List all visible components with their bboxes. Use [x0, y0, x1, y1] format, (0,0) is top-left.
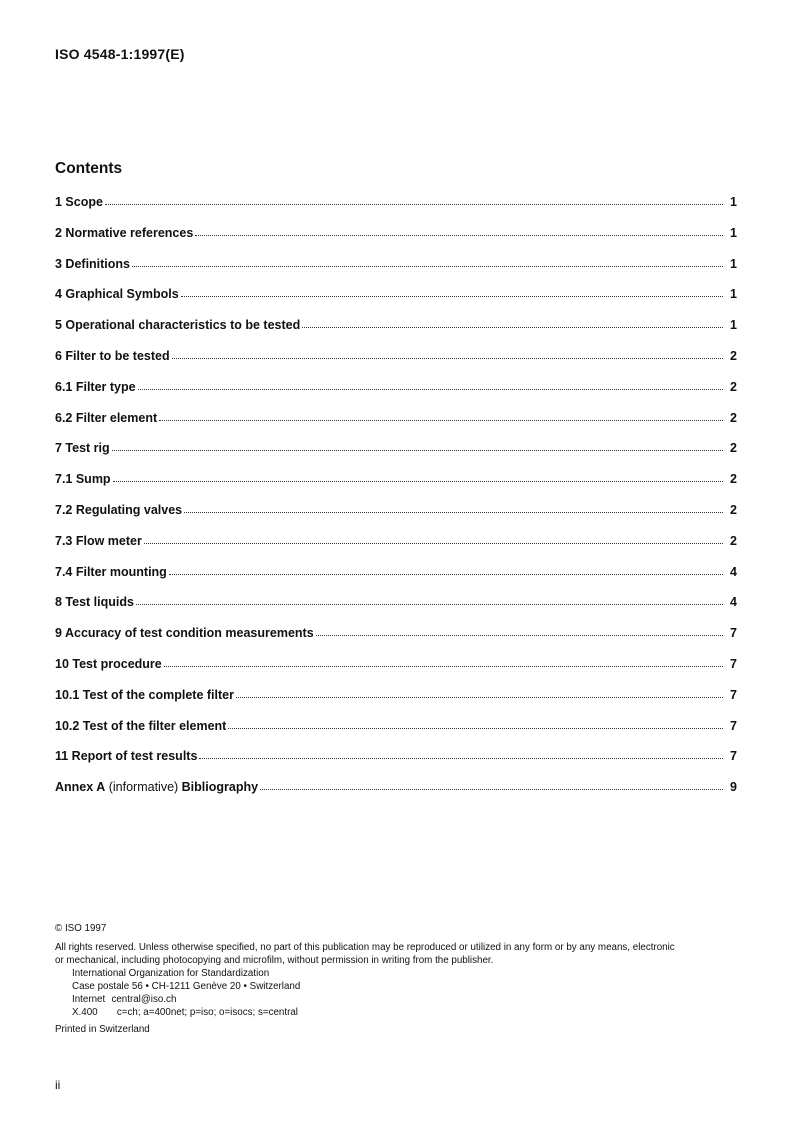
toc-entry-page: 7 — [730, 656, 737, 671]
toc-entry[interactable] — [55, 657, 737, 688]
toc-entry-title: 7.2 Regulating valves — [55, 502, 183, 517]
annex-qualifier: (informative) — [105, 780, 182, 795]
toc-entry-title: 7.1 Sump — [55, 472, 111, 487]
publisher-address — [72, 967, 745, 1019]
toc-entry-page: 1 — [730, 225, 737, 240]
x400-address: c=ch; a=400net; p=iso; o=isocs; s=central — [116, 1007, 298, 1018]
toc-entry-page: 7 — [730, 718, 737, 733]
toc-entry-page: 2 — [730, 410, 737, 425]
toc-dot-leader — [316, 634, 723, 636]
toc-entry[interactable] — [55, 472, 737, 503]
toc-entry-title: 11 Report of test results — [55, 749, 198, 764]
toc-dot-leader — [144, 542, 723, 544]
copyright-notice: © ISO 1997 — [55, 923, 107, 934]
toc-entry[interactable] — [55, 287, 737, 318]
annex-title: Bibliography — [181, 780, 259, 795]
x400-line — [72, 1006, 745, 1019]
toc-entry-title: 6.1 Filter type — [55, 379, 136, 394]
toc-entry[interactable] — [55, 626, 737, 657]
toc-entry-title: 7 Test rig — [55, 441, 110, 456]
toc-entry[interactable] — [55, 195, 737, 226]
toc-entry-title: 6.2 Filter element — [55, 410, 158, 425]
toc-entry-page: 2 — [730, 533, 737, 548]
toc-dot-leader — [302, 326, 723, 328]
org-postal-address: Case postale 56 • CH-1211 Genève 20 • Switzerland — [72, 981, 301, 992]
toc-entry-title: 4 Graphical Symbols — [55, 287, 179, 302]
toc-dot-leader — [112, 449, 723, 451]
toc-entry[interactable] — [55, 534, 737, 565]
toc-entry-title: 10.2 Test of the filter element — [55, 718, 227, 733]
toc-entry-annex[interactable] — [55, 780, 737, 811]
toc-dot-leader — [136, 603, 723, 605]
toc-entry[interactable] — [55, 226, 737, 257]
toc-entry-title: 9 Accuracy of test condition measurements — [55, 626, 314, 641]
toc-entry[interactable] — [55, 595, 737, 626]
toc-entry-title: 7.4 Filter mounting — [55, 564, 167, 579]
toc-dot-leader — [172, 357, 723, 359]
toc-dot-leader — [113, 480, 723, 482]
toc-entry-title: 3 Definitions — [55, 256, 131, 271]
toc-entry[interactable] — [55, 503, 737, 534]
toc-entry[interactable] — [55, 749, 737, 780]
toc-entry-page: 7 — [730, 749, 737, 764]
toc-entry-title: 10 Test procedure — [55, 656, 162, 671]
toc-dot-leader — [169, 573, 723, 575]
toc-entry-page: 1 — [730, 318, 737, 333]
toc-dot-leader — [236, 696, 723, 698]
toc-dot-leader — [195, 234, 723, 236]
toc-entry-title: 2 Normative references — [55, 225, 194, 240]
toc-entry-title: 7.3 Flow meter — [55, 533, 142, 548]
toc-dot-leader — [159, 419, 723, 421]
toc-entry-page: 2 — [730, 472, 737, 487]
toc-entry-page: 2 — [730, 502, 737, 517]
toc-dot-leader — [199, 757, 723, 759]
rights-statement-line-1: All rights reserved. Unless otherwise specified, no part of this publication may be reproduced or utilized in any form or by any means, electronic — [55, 942, 675, 953]
toc-dot-leader — [260, 788, 723, 790]
toc-dot-leader — [132, 265, 723, 267]
toc-entry[interactable] — [55, 411, 737, 442]
toc-entry-title: 1 Scope — [55, 195, 103, 209]
toc-dot-leader — [228, 727, 723, 729]
org-name: International Organization for Standardization — [72, 968, 270, 979]
toc-entry[interactable] — [55, 688, 737, 719]
toc-entry-page: 9 — [730, 780, 737, 795]
toc-entry-title: 6 Filter to be tested — [55, 348, 170, 363]
internet-label: Internet — [72, 994, 106, 1005]
toc-entry-page: 1 — [730, 287, 737, 302]
toc-dot-leader — [181, 295, 723, 297]
toc-entry[interactable] — [55, 380, 737, 411]
toc-entry-page: 2 — [730, 348, 737, 363]
toc-entry-page: 4 — [730, 595, 737, 610]
toc-entry-title: 8 Test liquids — [55, 595, 134, 610]
toc-entry[interactable] — [55, 565, 737, 596]
toc-entry-page: 4 — [730, 564, 737, 579]
toc-dot-leader — [164, 665, 723, 667]
copyright-block — [55, 922, 745, 1036]
internet-line — [72, 993, 745, 1006]
annex-prefix: Annex A — [55, 780, 106, 795]
toc-entry-page: 7 — [730, 687, 737, 702]
rights-statement-line-2: or mechanical, including photocopying and microfilm, without permission in writing from the publisher. — [55, 955, 494, 966]
document-id: ISO 4548-1:1997(E) — [55, 46, 185, 62]
contents-heading: Contents — [55, 160, 123, 177]
toc-entry-page: 2 — [730, 379, 737, 394]
toc-dot-leader — [184, 511, 723, 513]
toc-entry[interactable] — [55, 719, 737, 750]
toc-entry-title: 5 Operational characteristics to be tested — [55, 318, 301, 333]
internet-address: central@iso.ch — [111, 994, 177, 1005]
toc-dot-leader — [138, 388, 723, 390]
x400-label: X.400 — [72, 1007, 98, 1018]
page-number: ii — [55, 1078, 61, 1092]
toc-entry[interactable] — [55, 441, 737, 472]
table-of-contents — [55, 195, 737, 811]
toc-entry[interactable] — [55, 318, 737, 349]
toc-entry[interactable] — [55, 349, 737, 380]
printed-in: Printed in Switzerland — [55, 1024, 150, 1035]
toc-entry-title: 10.1 Test of the complete filter — [55, 687, 234, 702]
toc-entry-page: 2 — [730, 441, 737, 456]
toc-entry-page: 1 — [730, 195, 737, 209]
toc-entry-page: 7 — [730, 626, 737, 641]
toc-entry-title — [55, 780, 258, 794]
toc-entry-page: 1 — [730, 256, 737, 271]
toc-entry[interactable] — [55, 257, 737, 288]
toc-dot-leader — [105, 203, 723, 205]
